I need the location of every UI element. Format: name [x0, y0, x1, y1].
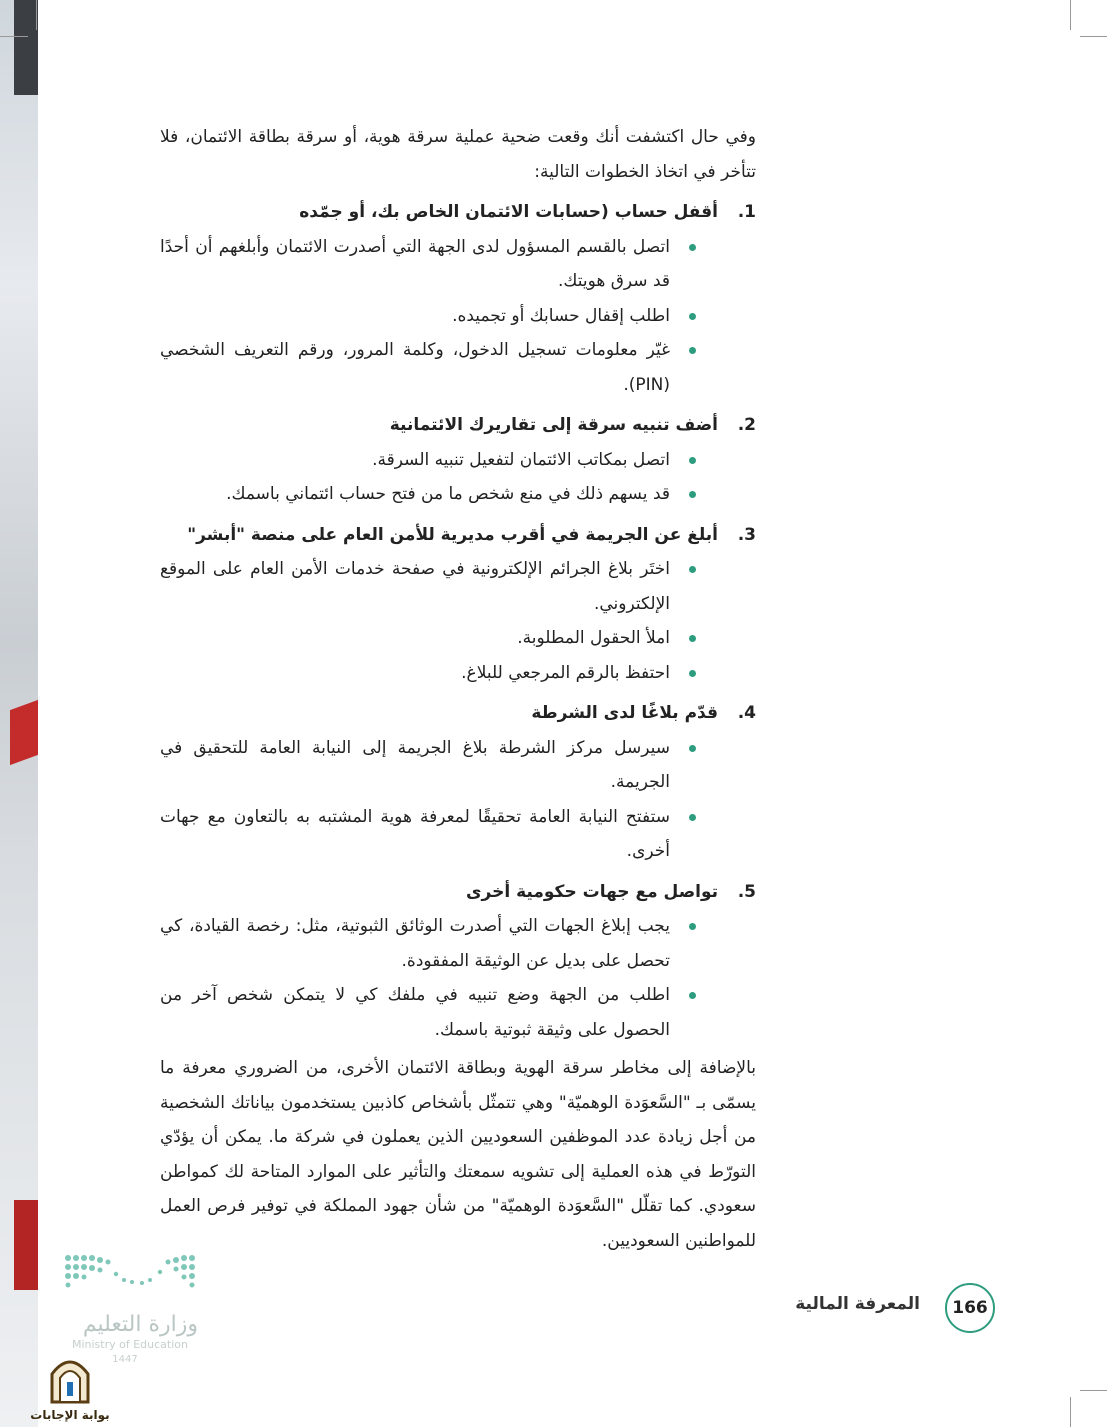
bullet-icon: [689, 313, 696, 320]
book-title: المعرفة المالية: [795, 1294, 920, 1314]
step-1: [160, 195, 756, 402]
step-title: قدّم بلاغًا لدى الشرطة: [531, 703, 718, 723]
list-item: غيّر معلومات تسجيل الدخول، وكلمة المرور، ورقم التعريف الشخصي (PIN).: [160, 333, 756, 402]
list-item: اطلب إقفال حسابك أو تجميده.: [160, 299, 756, 334]
step-title: أضف تنبيه سرقة إلى تقاريرك الائتمانية: [389, 415, 718, 435]
bullet-icon: [689, 491, 696, 498]
step-title: تواصل مع جهات حكومية أخرى: [465, 881, 718, 902]
bullet-icon: [689, 347, 696, 354]
step-number: 1.: [737, 202, 756, 222]
step-2: [160, 408, 756, 512]
bullet-icon: [689, 244, 696, 251]
bullet-icon: [689, 992, 696, 999]
closing-paragraph: بالإضافة إلى مخاطر سرقة الهوية وبطاقة الائتمان الأخرى، من الضروري معرفة ما يسمّى بـ "السَّعوَدة الوهميّة" وهي تتمثّل بأشخاص كاذبين يستخدمون بياناتك الشخصية من أجل زيادة عدد الموظفين السعوديين الذين يعملون في شركة ما. يمكن أن يؤدّي التورّط في هذه العملية إلى تشويه سمعتك والتأثير على الموارد المتاحة لك كمواطن سعودي. كما تقلّل "السَّعوَدة الوهميّة" من شأن جهود المملكة في توفير فرص العمل للمواطنين السعوديين.: [160, 1058, 756, 1251]
list-item: احتفظ بالرقم المرجعي للبلاغ.: [160, 656, 756, 691]
bullet-icon: [689, 670, 696, 677]
list-item: املأ الحقول المطلوبة.: [160, 621, 756, 656]
bullet-list: [160, 443, 756, 512]
logo-year: 1447: [112, 1354, 138, 1365]
logo-dots-icon: [60, 1250, 200, 1298]
list-item: اتصل بالقسم المسؤول لدى الجهة التي أصدرت الائتمان وأبلغهم أن أحدًا قد سرق هويتك.: [160, 230, 756, 299]
crop-mark: [0, 36, 28, 37]
step-5: [160, 875, 756, 1048]
ministry-name-ar: وزارة التعليم: [82, 1312, 198, 1337]
bullet-icon: [689, 745, 696, 752]
bullet-icon: [689, 566, 696, 573]
portal-label: بوابة الإجابات: [30, 1408, 110, 1422]
crop-mark: [1070, 0, 1071, 30]
step-number: 5.: [737, 881, 756, 902]
bullet-icon: [689, 923, 696, 930]
step-number: 4.: [737, 703, 756, 723]
ministry-name-en: Ministry of Education: [71, 1338, 188, 1351]
decorative-side-image: [0, 0, 38, 1427]
list-item: اتصل بمكاتب الائتمان لتفعيل تنبيه السرقة.: [160, 443, 756, 478]
bullet-icon: [689, 635, 696, 642]
step-number: 2.: [737, 415, 756, 435]
bullet-list: [160, 552, 756, 690]
list-item: ستفتح النيابة العامة تحقيقًا لمعرفة هوية المشتبه به بالتعاون مع جهات أخرى.: [160, 800, 756, 869]
crop-mark: [36, 0, 37, 30]
bullet-list: [160, 230, 756, 403]
step-number: 3.: [737, 524, 756, 545]
list-item: اختَر بلاغ الجرائم الإلكترونية في صفحة خدمات الأمن العام على الموقع الإلكتروني.: [160, 552, 756, 621]
crop-mark: [1070, 1397, 1071, 1427]
step-title: أبلغ عن الجريمة في أقرب مديرية للأمن العام على منصة "أبشر": [187, 524, 718, 545]
bullet-icon: [689, 814, 696, 821]
bullet-list: [160, 731, 756, 869]
step-4: [160, 696, 756, 869]
step-3: [160, 518, 756, 691]
crop-mark: [1080, 1390, 1107, 1391]
bullet-icon: [689, 457, 696, 464]
list-item: قد يسهم ذلك في منع شخص ما من فتح حساب ائتماني باسمك.: [160, 477, 756, 512]
bullet-list: [160, 909, 756, 1047]
crop-mark: [1080, 36, 1107, 37]
portal-arch-icon: [30, 1352, 110, 1404]
page-number: 166: [945, 1283, 995, 1333]
list-item: يجب إبلاغ الجهات التي أصدرت الوثائق الثبوتية، مثل: رخصة القيادة، كي تحصل على بديل عن الوثيقة المفقودة.: [160, 909, 756, 978]
page-body: [160, 120, 756, 1258]
list-item: اطلب من الجهة وضع تنبيه في ملفك كي لا يتمكن شخص آخر من الحصول على وثيقة ثبوتية باسمك.: [160, 978, 756, 1047]
intro-paragraph: وفي حال اكتشفت أنك وقعت ضحية عملية سرقة هوية، أو سرقة بطاقة الائتمان، فلا تتأخر في اتخاذ الخطوات التالية:: [160, 127, 756, 182]
step-title: أقفل حساب (حسابات الائتمان الخاص بك، أو جمّده: [299, 202, 718, 222]
list-item: سيرسل مركز الشرطة بلاغ الجريمة إلى النيابة العامة للتحقيق في الجريمة.: [160, 731, 756, 800]
portal-watermark: [30, 1352, 110, 1422]
